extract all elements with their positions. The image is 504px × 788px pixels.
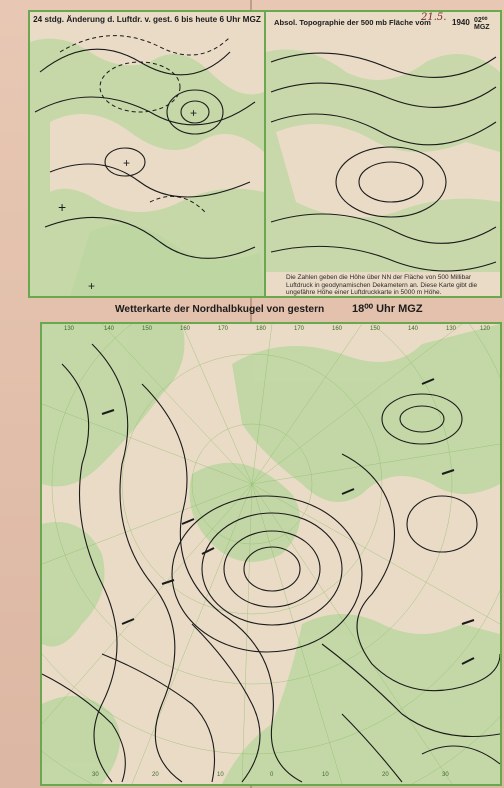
pressure-change-map[interactable] (28, 10, 266, 298)
lon-label-1: 140 (104, 326, 115, 332)
lon-label-9: 140 (408, 326, 419, 332)
lon-bottom-2: 10 (217, 772, 224, 778)
lon-label-7: 160 (332, 326, 343, 332)
northern-hemisphere-graphic (42, 324, 500, 784)
lon-label-0: 130 (64, 326, 75, 332)
topography-500mb-graphic (266, 12, 500, 296)
lon-bottom-5: 20 (382, 772, 389, 778)
svg-text:+: + (123, 156, 131, 170)
svg-text:+: + (190, 106, 198, 120)
pressure-change-title: 24 stdg. Änderung d. Luftdr. v. gest. 6 bis heute 6 Uhr MGZ (33, 15, 261, 24)
pressure-change-map-graphic (30, 12, 264, 296)
lon-bottom-6: 30 (442, 772, 449, 778)
lon-label-8: 150 (370, 326, 381, 332)
lon-label-11: 120 (480, 326, 491, 332)
topography-500mb-map[interactable] (264, 10, 502, 298)
topography-title: Absol. Topographie der 500 mb Fläche vom (274, 18, 431, 27)
topography-note: Die Zahlen geben die Höhe über NN der Fläche von 500 Millibar Luftdruck in geodynamischen Dekametern an. Diese Karte gibt die ungefähre Höhe einer Luftdruckkarte in 5000 m Höhe. (286, 274, 478, 296)
lon-label-3: 160 (180, 326, 191, 332)
year-label: 1940 (452, 18, 470, 27)
lon-label-6: 170 (294, 326, 305, 332)
lon-bottom-4: 10 (322, 772, 329, 778)
main-map-time: 18⁰⁰ Uhr MGZ (352, 303, 423, 315)
lon-label-5: 180 (256, 326, 267, 332)
lon-bottom-3: 0 (270, 772, 274, 778)
main-map-title: Wetterkarte der Nordhalbkugel von gestern (115, 304, 325, 315)
time-label: 02⁰⁰ MGZ (474, 17, 490, 31)
lon-label-4: 170 (218, 326, 229, 332)
northern-hemisphere-map[interactable] (40, 322, 502, 786)
lon-bottom-1: 20 (152, 772, 159, 778)
svg-text:+: + (58, 199, 67, 215)
handwritten-date: 21.5. (421, 12, 447, 23)
lon-label-2: 150 (142, 326, 153, 332)
lon-label-10: 130 (446, 326, 457, 332)
svg-text:+: + (88, 279, 96, 293)
lon-bottom-0: 30 (92, 772, 99, 778)
